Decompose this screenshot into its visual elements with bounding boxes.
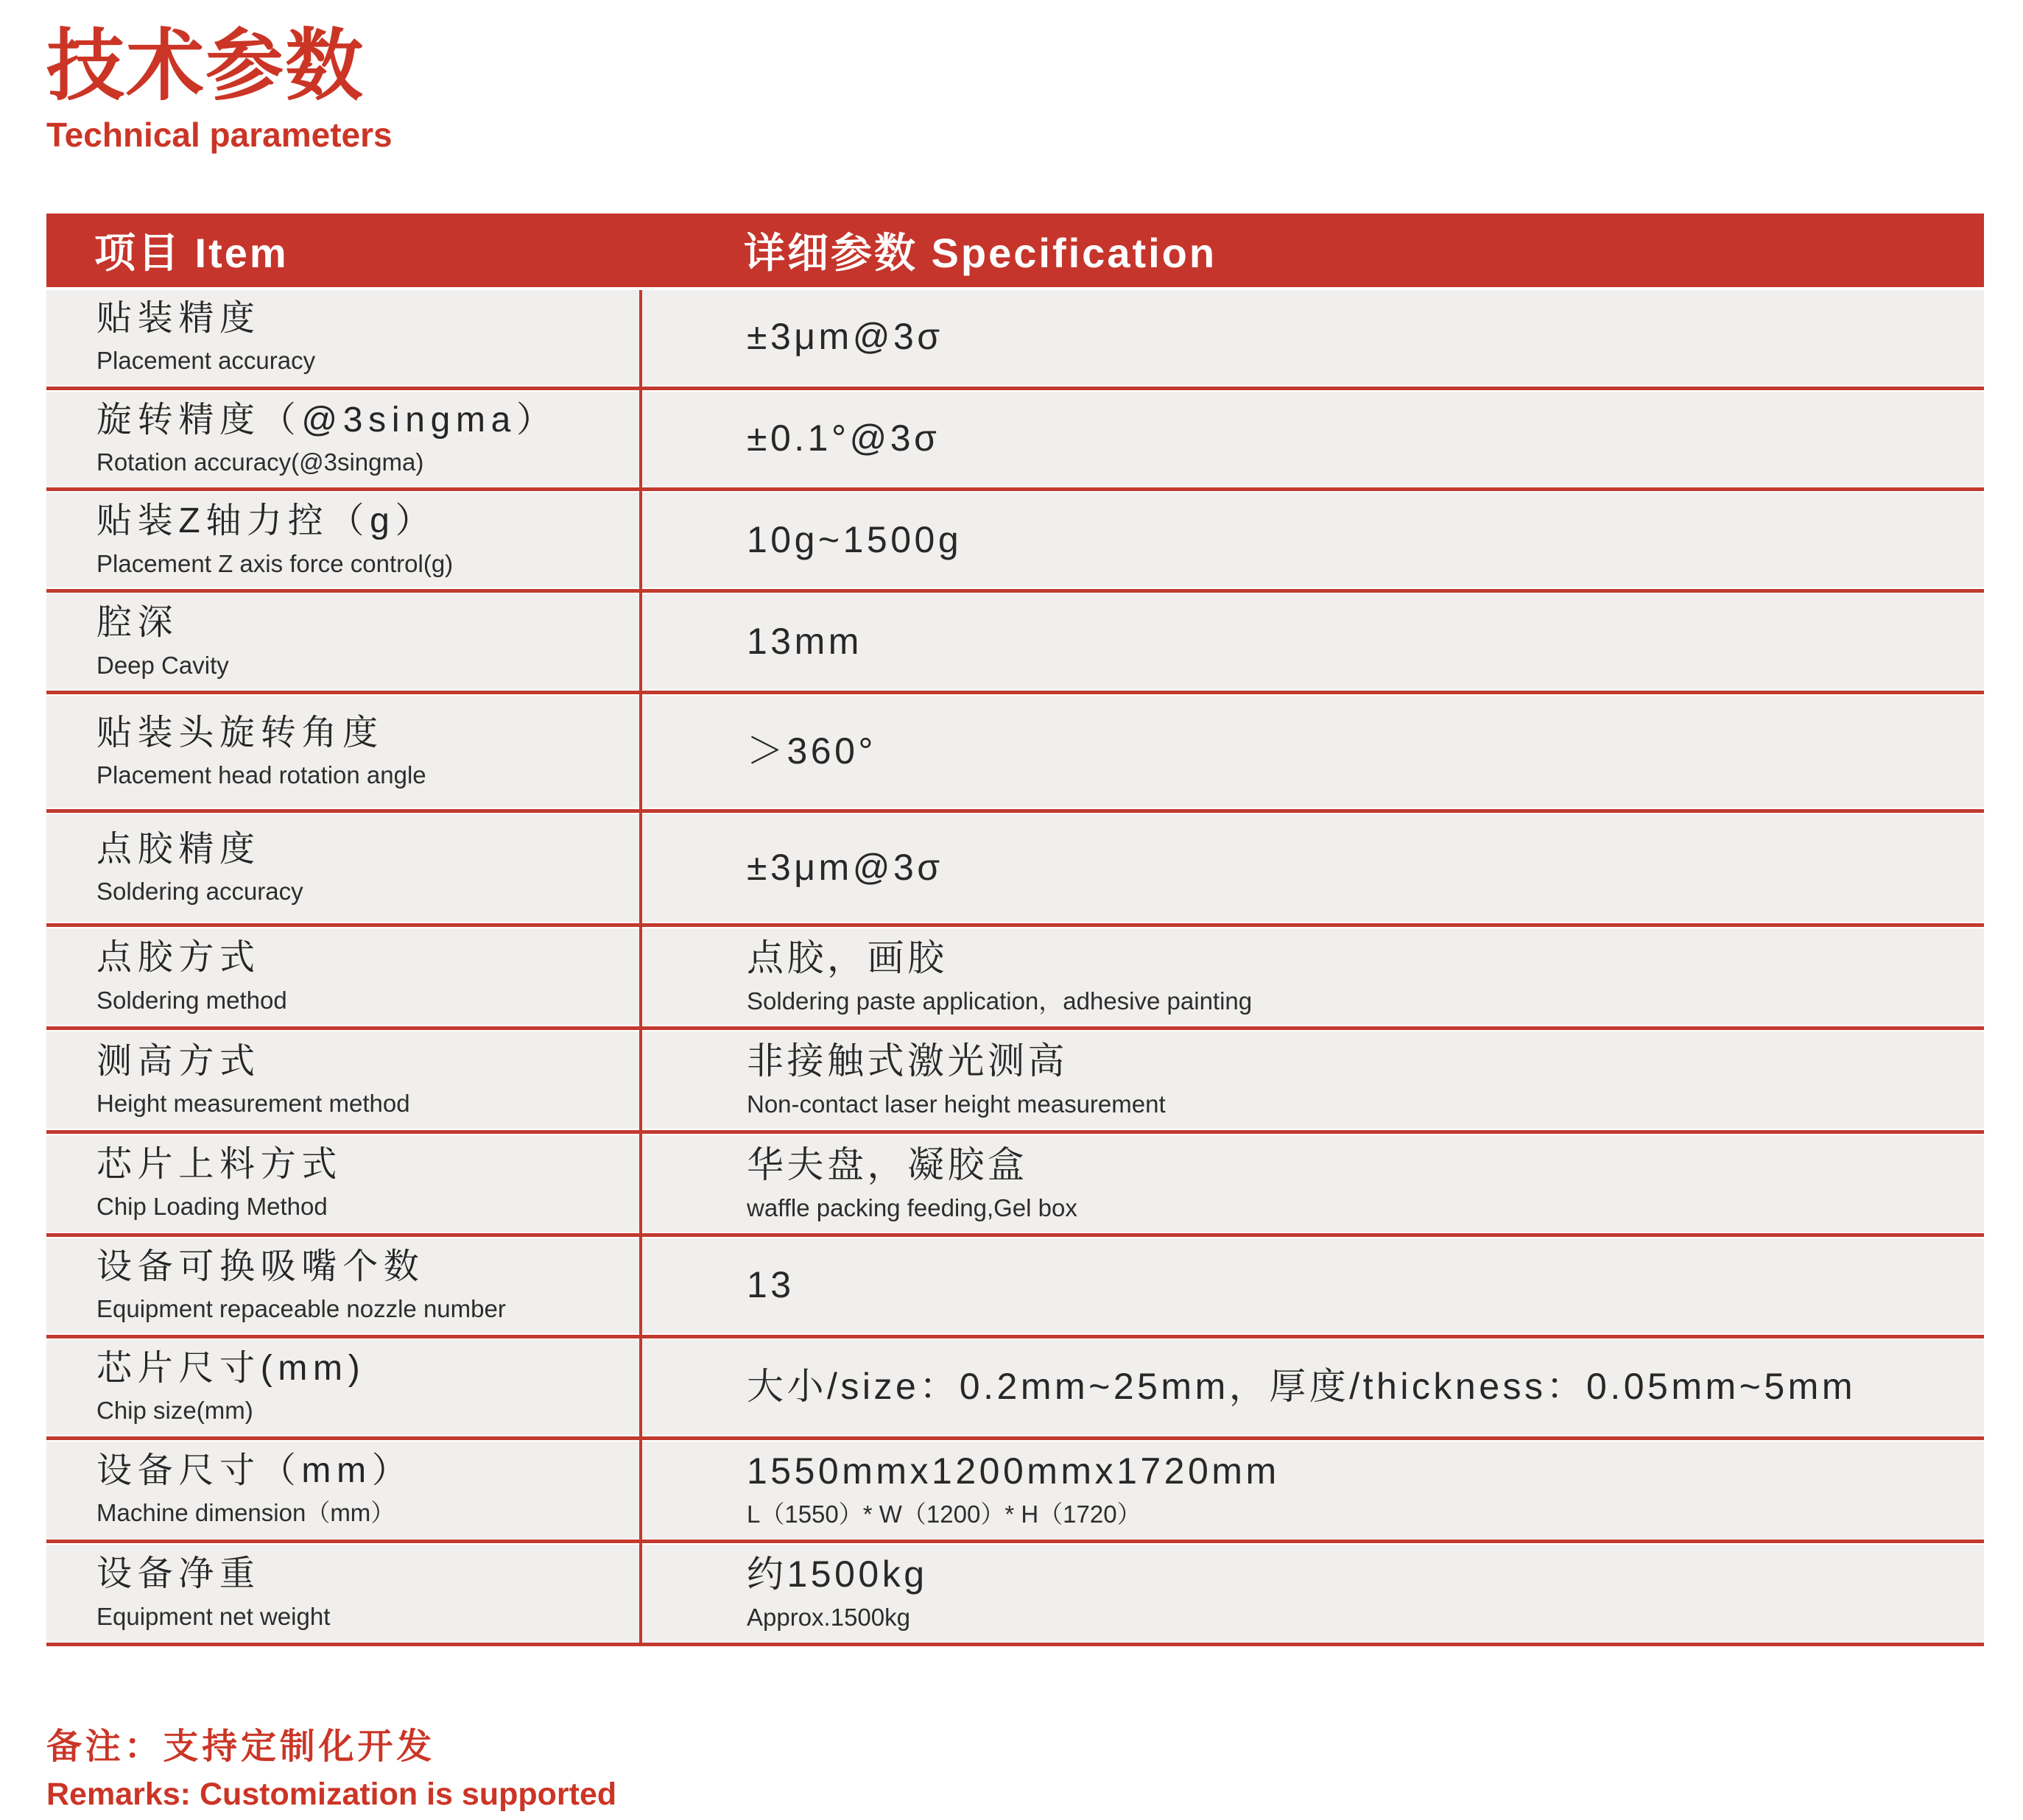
row-divider [46,385,1984,392]
item-label-en: Placement Z axis force control(g) [96,550,454,578]
table-row [46,928,1984,1025]
spec-value-sub: Soldering paste application，adhesive painting [747,987,1253,1015]
item-label-cn: 测高方式 [96,1041,261,1081]
spec-value: ＞360° [747,730,876,772]
item-label-en: Equipment repaceable nozzle number [96,1295,506,1323]
item-label-cn: 腔深 [96,603,179,643]
value-cell [639,594,1984,689]
value-cell [639,1031,1984,1128]
table-header-row [46,214,1984,290]
spec-value: 13mm [747,620,862,662]
value-cell [639,493,1984,588]
remarks [46,1724,2023,1816]
item-label-cn: 点胶精度 [96,829,261,869]
item-cell [46,814,639,922]
spec-value-sub: Non-contact laser height measurement [747,1090,1166,1118]
spec-value: 约1500kg [747,1553,928,1595]
remark-en: Remarks: Customization is supported [46,1777,617,1813]
item-label-cn: 贴装精度 [96,298,261,338]
item-cell [46,594,639,689]
value-cell [639,928,1984,1025]
table-row [46,1442,1984,1538]
value-cell [639,1340,1984,1435]
item-label-cn: 设备尺寸（mm） [96,1450,413,1490]
item-label-en: Chip size(mm) [96,1397,253,1425]
spec-value: ±3μm@3σ [747,316,943,358]
table-row [46,493,1984,588]
table-row [46,696,1984,808]
item-label-en: Machine dimension（mm） [96,1499,395,1527]
row-divider [46,1025,1984,1031]
column-divider [639,290,642,1646]
table-row [46,1135,1984,1232]
page [0,24,2023,1816]
item-cell [46,696,639,808]
spec-value: 点胶，画胶 [747,937,948,979]
item-label-en: Soldering accuracy [96,878,303,906]
item-label-cn: 设备可换吸嘴个数 [96,1246,425,1286]
item-label-en: Placement head rotation angle [96,761,426,789]
spec-table [46,214,1984,1646]
item-label-en: Deep Cavity [96,651,229,679]
value-cell [639,696,1984,808]
item-label-cn: 贴装头旋转角度 [96,713,384,752]
value-cell [639,1545,1984,1641]
item-cell [46,290,639,385]
column-header-spec: 详细参数 Specification [744,229,1217,276]
table-row [46,1340,1984,1435]
value-cell [639,290,1984,385]
item-label-en: Height measurement method [96,1090,410,1118]
table-row [46,594,1984,689]
spec-value: 1550mmx1200mmx1720mm [747,1450,1280,1492]
spec-value: 10g~1500g [747,518,963,560]
item-label-en: Equipment net weight [96,1602,331,1630]
row-divider [46,1538,1984,1545]
item-label-cn: 芯片上料方式 [96,1144,343,1184]
column-header-item: 项目 Item [94,229,289,276]
item-label-cn: 旋转精度（@3singma） [96,400,557,440]
item-label-en: Chip Loading Method [96,1193,328,1221]
page-title: 技术参数 [46,23,365,110]
value-cell [639,1238,1984,1333]
item-cell [46,1238,639,1333]
item-cell [46,1340,639,1435]
item-cell [46,1031,639,1128]
item-cell [46,493,639,588]
table-row [46,290,1984,385]
item-label-en: Soldering method [96,986,287,1014]
item-label-cn: 芯片尺寸(mm) [96,1348,366,1388]
table-row [46,814,1984,922]
item-label-cn: 点胶方式 [96,938,261,978]
item-cell [46,1545,639,1641]
spec-value: ±3μm@3σ [747,847,943,889]
spec-value-sub: L（1550）* W（1200）* H（1720） [747,1500,1141,1528]
spec-value: 13 [747,1264,795,1306]
row-divider [46,922,1984,928]
item-cell [46,928,639,1025]
row-divider [46,588,1984,594]
table-row [46,1031,1984,1128]
item-cell [46,392,639,487]
item-label-cn: 贴装Z轴力控（g） [96,501,437,541]
remark-cn: 备注：支持定制化开发 [46,1727,436,1767]
table-row [46,1545,1984,1641]
table-row [46,1238,1984,1333]
spec-value: ±0.1°@3σ [747,417,940,459]
table-bottom-border [46,1641,1984,1646]
row-divider [46,689,1984,696]
spec-value: 华夫盘，凝胶盒 [747,1143,1028,1185]
value-cell [639,814,1984,922]
row-divider [46,1232,1984,1238]
value-cell [639,1442,1984,1538]
item-label-en: Rotation accuracy(@3singma) [96,448,424,476]
value-cell [639,1135,1984,1232]
spec-value: 非接触式激光测高 [747,1040,1068,1082]
item-cell [46,1442,639,1538]
item-label-en: Placement accuracy [96,347,316,375]
spec-value-sub: Approx.1500kg [747,1603,910,1631]
spec-value-sub: waffle packing feeding,Gel box [747,1193,1077,1221]
item-label-cn: 设备净重 [96,1554,261,1594]
page-subtitle: Technical parameters [46,116,393,155]
row-divider [46,1435,1984,1442]
row-divider [46,808,1984,814]
value-cell [639,392,1984,487]
spec-value: 大小/size：0.2mm~25mm，厚度/thickness：0.05mm~5mm [747,1366,1856,1408]
table-row [46,392,1984,487]
item-cell [46,1135,639,1232]
row-divider [46,1129,1984,1135]
row-divider [46,486,1984,493]
row-divider [46,1333,1984,1340]
